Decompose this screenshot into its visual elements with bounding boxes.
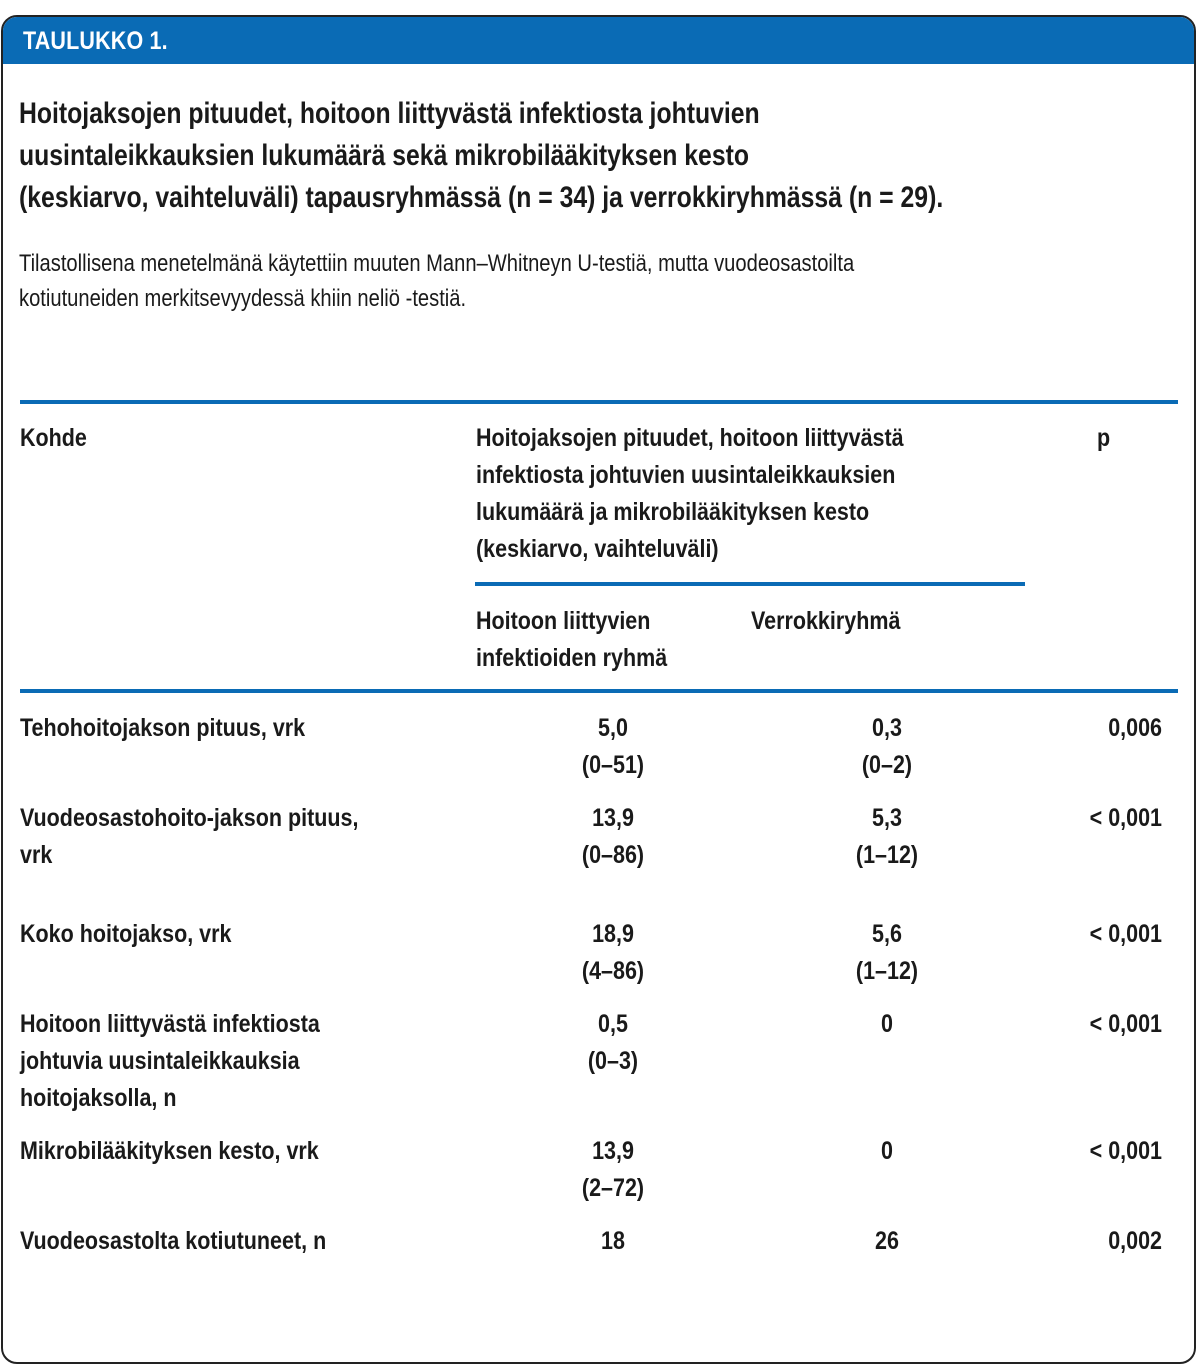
table-top-rule xyxy=(20,400,1178,404)
case-mean: 18 xyxy=(601,1227,625,1255)
row-case-value xyxy=(527,916,699,990)
row-case-value xyxy=(527,800,699,874)
row-case-value xyxy=(527,1006,699,1080)
case-mean: 13,9 xyxy=(592,804,634,832)
col-header-item: Kohde xyxy=(20,424,87,452)
row-p-value: 0,006 xyxy=(1108,714,1162,742)
control-mean: 5,3 xyxy=(872,804,902,832)
col-header-group-line: infektiosta johtuvien uusintaleikkauksien xyxy=(476,461,896,489)
col-header-group xyxy=(476,420,904,568)
row-label-line: hoitojaksolla, n xyxy=(20,1084,177,1112)
row-label-line: Vuodeosastohoito-jakson pituus, xyxy=(20,804,359,832)
title-line: uusintaleikkauksien lukumäärä sekä mikrobilääkityksen kesto xyxy=(19,139,749,172)
row-p-value: 0,002 xyxy=(1108,1227,1162,1255)
row-control-value xyxy=(801,1006,973,1043)
control-mean: 0,3 xyxy=(872,714,902,742)
case-mean: 13,9 xyxy=(592,1137,634,1165)
row-label-line: Hoitoon liittyvästä infektiosta xyxy=(20,1010,320,1038)
case-mean: 5,0 xyxy=(598,714,628,742)
header-bar xyxy=(3,17,1194,64)
row-control-value xyxy=(801,1133,973,1170)
subtitle-line: kotiutuneiden merkitsevyydessä khiin neliö -testiä. xyxy=(19,285,467,312)
control-range: (1–12) xyxy=(855,841,919,869)
case-range: (0–3) xyxy=(587,1047,639,1075)
title-line: Hoitojaksojen pituudet, hoitoon liittyvästä infektiosta johtuvien xyxy=(19,97,760,130)
case-range: (2–72) xyxy=(581,1174,645,1202)
table-number-label: TAULUKKO 1. xyxy=(23,27,168,55)
row-control-value xyxy=(801,710,973,784)
title-line: (keskiarvo, vaihteluväli) tapausryhmässä (n = 34) ja verrokkiryhmässä (n = 29). xyxy=(19,181,944,214)
control-range: (0–2) xyxy=(861,751,913,779)
control-mean: 26 xyxy=(875,1227,899,1255)
case-range: (4–86) xyxy=(581,957,645,985)
row-case-value xyxy=(527,710,699,784)
row-control-value xyxy=(801,800,973,874)
row-case-value xyxy=(527,1223,699,1260)
row-p-value: < 0,001 xyxy=(1089,1010,1162,1038)
row-label xyxy=(20,1133,319,1170)
row-p-value: < 0,001 xyxy=(1089,804,1162,832)
row-control-value xyxy=(801,916,973,990)
row-label xyxy=(20,916,231,953)
case-range: (0–51) xyxy=(581,751,645,779)
row-label xyxy=(20,710,305,747)
row-label-line: johtuvia uusintaleikkauksia xyxy=(20,1047,300,1075)
row-label xyxy=(20,1223,326,1260)
row-label xyxy=(20,800,358,874)
table-subtitle xyxy=(19,246,1195,316)
group-header-rule xyxy=(475,582,1025,586)
header-bottom-rule xyxy=(20,689,1178,693)
col-header-case xyxy=(476,603,667,677)
case-mean: 0,5 xyxy=(598,1010,628,1038)
col-header-group-line: Hoitojaksojen pituudet, hoitoon liittyvästä xyxy=(476,424,904,452)
subtitle-line: Tilastollisena menetelmänä käytettiin muuten Mann–Whitneyn U-testiä, mutta vuodeosastoilta xyxy=(19,250,855,277)
control-range: (1–12) xyxy=(855,957,919,985)
case-mean: 18,9 xyxy=(592,920,634,948)
row-p-value: < 0,001 xyxy=(1089,1137,1162,1165)
row-label-line: Vuodeosastolta kotiutuneet, n xyxy=(20,1227,327,1255)
row-case-value xyxy=(527,1133,699,1207)
control-mean: 5,6 xyxy=(872,920,902,948)
row-control-value xyxy=(801,1223,973,1260)
row-label-line: Mikrobilääkityksen kesto, vrk xyxy=(20,1137,319,1165)
col-header-case-line: Hoitoon liittyvien xyxy=(476,607,651,635)
col-header-control: Verrokkiryhmä xyxy=(751,607,901,635)
col-header-group-line: (keskiarvo, vaihteluväli) xyxy=(476,535,719,563)
col-header-p: p xyxy=(1097,424,1111,452)
case-range: (0–86) xyxy=(581,841,645,869)
control-mean: 0 xyxy=(881,1137,893,1165)
control-mean: 0 xyxy=(881,1010,893,1038)
row-label-line: Koko hoitojakso, vrk xyxy=(20,920,232,948)
table-title xyxy=(19,93,1111,219)
row-label-line: vrk xyxy=(20,841,53,869)
row-label xyxy=(20,1006,320,1117)
row-p-value: < 0,001 xyxy=(1089,920,1162,948)
row-label-line: Tehohoitojakson pituus, vrk xyxy=(20,714,306,742)
col-header-group-line: lukumäärä ja mikrobilääkityksen kesto xyxy=(476,498,870,526)
col-header-case-line: infektioiden ryhmä xyxy=(476,644,668,672)
